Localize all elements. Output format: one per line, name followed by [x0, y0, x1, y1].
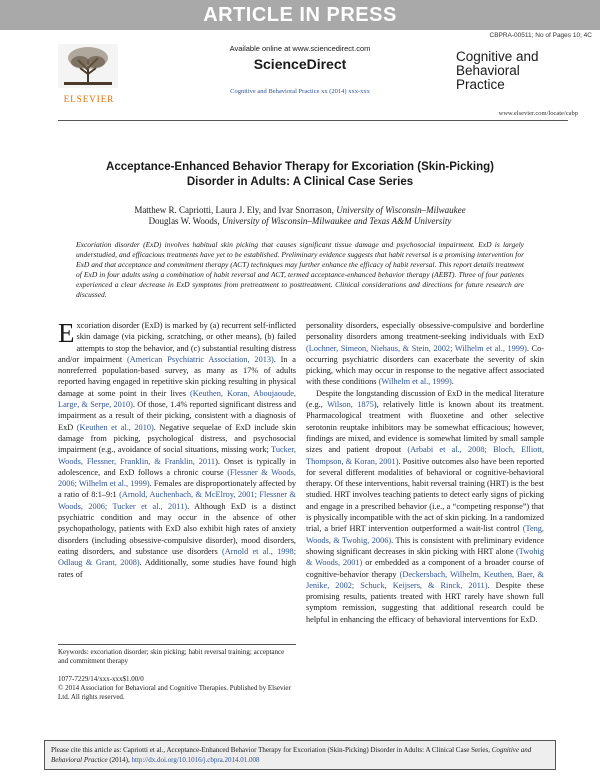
citation-year: (2014), — [107, 756, 132, 764]
citation-link[interactable]: (Flessner & Woods, 2006; Wilhelm et al., 1999) — [58, 467, 296, 489]
elsevier-tree-logo-icon — [58, 44, 118, 88]
author-list — [80, 205, 520, 227]
copyright-block — [58, 675, 298, 702]
body-text: . — [451, 377, 454, 387]
body-text: . Although ExD is a distinct psychiatric condition and may occur in the absence of other psychopathology, patients with ExD also exhibit high rates of anxiety disorders (including obsessive-compulsive disorder), mood disorders, eating disorders, and substance use disorders — [58, 501, 296, 556]
keywords: Keywords: excoriation disorder; skin picking; habit reversal training; acceptance and commitment therapy — [58, 648, 285, 665]
body-text: or embedded as a component of a broader course of cognitive-behavior therapy — [306, 558, 544, 579]
banner-text: ARTICLE IN PRESS — [203, 4, 397, 26]
body-text: . In a nonreferred population-based survey, as many as 17% of adults reported having engaged in repetitive skin picking resulting in physical damage at some point in their lives — [58, 354, 296, 398]
body-text: . Additionally, some studies have found high rates of — [58, 558, 296, 579]
doi-link[interactable]: http://dx.doi.org/10.1016/j.cbpra.2014.01.008 — [131, 756, 260, 764]
journal-title-line-2: Behavioral — [456, 63, 520, 78]
article-in-press-banner — [0, 0, 600, 30]
article-title-line-2: Disorder in Adults: A Clinical Case Series — [186, 176, 414, 188]
affiliation-1: University of Wisconsin–Milwaukee — [336, 205, 466, 215]
citation-link[interactable]: Tucker, Woods, Flessner, Franklin, & Franklin, 2011 — [58, 445, 296, 466]
body-text: personality disorders, especially obsessive-compulsive and borderline personality disorders among treatment-seeking individuals with ExD — [306, 321, 544, 342]
elsevier-wordmark: ELSEVIER — [63, 94, 115, 104]
body-text: . Co-occurring psychiatric disorders can exacerbate the severity of skin picking, which may occur in response to the negative affect associated with these conditions — [306, 343, 545, 387]
journal-title-line-1: Cognitive and — [456, 49, 539, 64]
citation-text: Please cite this article as: Capriotti et al., Acceptance-Enhanced Behavior Therapy for Excoriation (Skin-Picking) Disorder in Adults: A Clinical Case Series, — [51, 746, 492, 754]
journal-url[interactable]: www.elsevier.com/locate/cabp — [498, 110, 578, 117]
body-text: . Females are disproportionately affected by a ratio of 8:1–9:1 — [58, 479, 296, 500]
body-column-left — [58, 320, 296, 580]
article-title — [100, 160, 500, 190]
abstract: Excoriation disorder (ExD) involves habitual skin picking that causes significant tissue damage and psychosocial impairment. ExD is largely understudied, and efficacious treatments have yet to be established. Preliminary evidence suggests that habit reversal is a promising intervention for ExD and that acceptance and commitment therapy (ACT) techniques may further enhance the efficacy of habit reversal. This report details treatment of ExD in four adults using a combination of habit reversal and ACT, termed acceptance-enhanced behavior therapy (AEBT). Three of four patients experienced a clear decrease in ExD symptoms from pretreatment to posttreatment. Clinical considerations and directions for future research are discussed. — [76, 240, 524, 299]
citation-link[interactable]: (Teng, Woods, & Twohig, 2006) — [306, 524, 544, 545]
citation-link[interactable]: (American Psychiatric Association, 2013) — [126, 354, 274, 364]
copyright-line: © 2014 Association for Behavioral and Cognitive Therapies. Published by Elsevier Ltd. All rights reserved. — [58, 684, 291, 701]
body-text: xcoriation disorder (ExD) is marked by (a) recurrent self-inflicted skin damage (via picking, scratching, or other means), (b) failed attempts to stop the behavior, and (c) substantial resulting distress and/or impairment — [58, 321, 296, 364]
citation-link[interactable]: Wilson, 1875 — [327, 400, 374, 410]
article-title-line-1: Acceptance-Enhanced Behavior Therapy for Excoriation (Skin-Picking) — [106, 161, 494, 173]
body-text: . Negative sequelae of ExD include skin damage from picking, psychological distress, and psychosocial impairment (e.g., avoidance of social situations, missing work; — [58, 422, 296, 455]
citation-link[interactable]: (Keuthen et al., 2010) — [76, 422, 154, 432]
sciencedirect-logo: ScienceDirect — [253, 56, 347, 72]
body-text: . Despite these promising results, patients treated with HRT rarely have shown full symptom remission, suggesting that additional research could be helpful in enhancing the efficacy of behavioral interventions for ExD. — [306, 580, 544, 624]
available-online-text: Available online at www.sciencedirect.com — [229, 44, 371, 53]
journal-title — [456, 50, 566, 92]
header-divider — [58, 120, 568, 121]
keywords-divider — [58, 644, 296, 645]
citation-link[interactable]: (Arnold et al., 1998; Odlaug & Grant, 2008) — [58, 546, 297, 568]
authors-line-1: Matthew R. Capriotti, Laura J. Ely, and Ivar Snorrason, — [134, 205, 334, 215]
authors-line-2: Douglas W. Woods, — [148, 216, 220, 226]
citation-journal: Cognitive and Behavioral Practice — [51, 746, 532, 764]
citation-link[interactable]: (Wilhelm et al., 1999) — [378, 377, 452, 387]
citation-link[interactable]: (Arbabi et al., 2008; Bloch, Elliott, Thompson, & Koran, 2001) — [306, 445, 545, 466]
drop-cap: E — [58, 318, 75, 348]
body-text: ), relatively little is known about its treatment. Pharmacological treatment with fluoxetine and other selective serotonin reuptake inhibitors may be somewhat efficacious; however, findings are mixed, and evidence is somewhat limited by small sample sizes and patient dropout — [306, 400, 544, 455]
issn-line: 1077-7229/14/xxx-xxx$1.00/0 — [58, 675, 144, 683]
body-text: Despite the longstanding discussion of ExD in the medical literature (e.g., — [306, 388, 544, 410]
affiliation-2: University of Wisconsin–Milwaukee and Texas A&M University — [221, 216, 452, 226]
citation-link[interactable]: (Deckersbach, Wilhelm, Keuthen, Baer, & Jenike, 2002; Schuck, Keijsers, & Rinck, 2011) — [306, 569, 544, 590]
body-column-right — [306, 320, 544, 625]
journal-title-line-3: Practice — [456, 77, 505, 92]
citation-box — [44, 740, 556, 770]
body-text: . Positive outcomes also have been reported for several different modalities of behavioral or cognitive-behavioral therapy. Of these interventions, habit reversal training (HRT) is the best studied. HRT involves teaching patients to detect early signs of picking and engage in a prescribed behavior (i.e., a “competing response”) that is physically incompatible with the act of skin picking. In a randomized trial, a brief HRT intervention outperformed a wait-list control — [306, 456, 544, 534]
citation-link[interactable]: (Keuthen, Koran, Aboujaoude, Large, & Serpe, 2010) — [58, 388, 296, 410]
document-reference: CBPRA-00511; No of Pages 10; 4C — [489, 32, 592, 39]
citation-link[interactable]: (Lochner, Simeon, Niehaus, & Stein, 2002; Wilhelm et al., 1999) — [306, 343, 527, 353]
body-text: . Of those, 1.4% reported significant distress and impairment as a result of their picking, consistent with a diagnosis of ExD — [58, 400, 296, 432]
body-text: ). Onset is typically in adolescence, and ExD follows a chronic course — [58, 456, 296, 477]
citation-link[interactable]: (Twohig & Woods, 2001) — [306, 546, 544, 568]
body-text: . This is consistent with preliminary evidence showing significant decreases in skin picking with HRT alone — [306, 535, 544, 556]
citation-link[interactable]: (Arnold, Auchenbach, & McElroy, 2001; Flessner & Woods, 2006; Tucker et al., 2011) — [58, 490, 296, 511]
journal-citation-line[interactable]: Cognitive and Behavioral Practice xx (2014) xxx-xxx — [230, 88, 370, 95]
